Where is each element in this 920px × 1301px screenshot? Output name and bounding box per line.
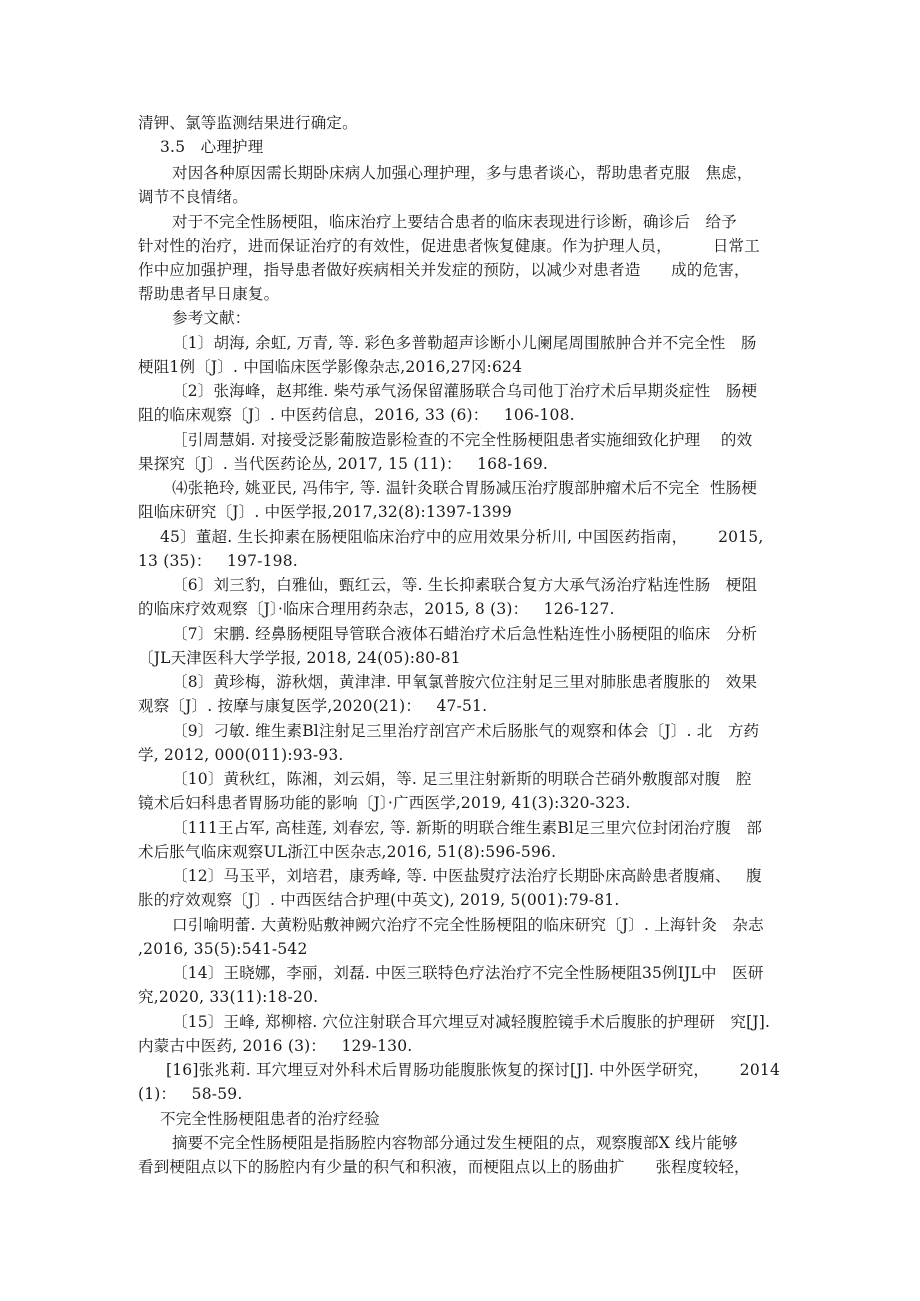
abstract-line: 看到梗阻点以下的肠腔内有少量的积气和积液，而梗阻点以上的肠曲扩 张程度较轻， [138, 1158, 750, 1176]
reference-line: 阻的临床观察〔J〕. 中医药信息，2016, 33 (6)： 106-108. [138, 406, 575, 424]
text-line: 帮助患者早日康复。 [138, 285, 280, 303]
reference-line: 13 (35)： 197-198. [138, 552, 298, 570]
reference-line: 学, 2012, 000(011):93-93. [138, 746, 344, 764]
reference-line: 术后胀气临床观察UL浙江中医杂志,2016, 51(8):596-596. [138, 843, 557, 861]
text-line: 针对性的治疗，进而保证治疗的有效性，促进患者恢复健康。作为护理人员， 日常工 [138, 237, 760, 255]
reference-line: 观察〔J〕. 按摩与康复医学,2020(21)： 47-51. [138, 697, 488, 715]
reference-line: 〔6〕刘三豹，白雅仙，甄红云，等. 生长抑素联合复方大承气汤治疗粘连性肠 梗阻 [172, 576, 758, 594]
reference-line: 〔9〕刁敏. 维生素Bl注射足三里治疗剖宫产术后肠胀气的观察和体会〔J〕. 北 方药 [172, 722, 760, 740]
reference-line: 梗阻1例〔J〕. 中国临床医学影像杂志,2016,27冈:624 [138, 358, 523, 376]
text-line: 对因各种原因需长期卧床病人加强心理护理，多与患者谈心，帮助患者克服 焦虑， [172, 164, 753, 182]
reference-line: 〔10〕黄秋红，陈湘，刘云娟，等. 足三里注射新斯的明联合芒硝外敷腹部对腹 腔 [172, 770, 752, 788]
reference-line: 果探究〔J〕. 当代医药论丛, 2017, 15 (11)： 168-169. [138, 455, 549, 473]
reference-line: 镜术后妇科患者胃肠功能的影响〔J〕·广西医学,2019, 41(3):320-323. [138, 794, 631, 812]
reference-line: ［引周慧娟. 对接受泛影葡胺造影检查的不完全性肠梗阻患者实施细致化护理 的效 [172, 431, 753, 449]
reference-line: 〔14〕王晓娜，李丽，刘磊. 中医三联特色疗法治疗不完全性肠梗阻35例IJL中 医研 [172, 964, 764, 982]
text-line: 调节不良情绪。 [138, 188, 248, 206]
reference-line: 的临床疗效观察〔J〕·临床合理用药杂志，2015, 8 (3)： 126-127. [138, 600, 615, 618]
reference-line: 胀的疗效观察〔J〕. 中西医结合护理(中英文), 2019, 5(001):79-81. [138, 891, 620, 909]
reference-line: 〔111王占军, 高桂莲, 刘春宏, 等. 新斯的明联合维生素Bl足三里穴位封闭治疗腹 部 [172, 819, 763, 837]
text-line: 对于不完全性肠梗阻，临床治疗上要结合患者的临床表现进行诊断，确诊后 给予 [172, 213, 737, 231]
section-heading: 3.5 心理护理 [160, 138, 264, 156]
text-line: 作中应加强护理，指导患者做好疾病相关并发症的预防，以减少对患者造 成的危害， [138, 261, 750, 279]
reference-line: 〔7〕宋鹏. 经鼻肠梗阻导管联合液体石蜡治疗术后急性粘连性小肠梗阻的临床 分析 [172, 625, 758, 643]
abstract-line: 摘要不完全性肠梗阻是指肠腔内容物部分通过发生梗阻的点，观察腹部X 线片能够 [172, 1134, 738, 1152]
reference-line: 〔12〕马玉平，刘培君，康秀峰, 等. 中医盐熨疗法治疗长期卧床高龄患者腹痛、 腹 [172, 867, 762, 885]
reference-line: [16]张兆莉. 耳穴埋豆对外科术后胃肠功能腹胀恢复的探讨[J]. 中外医学研究， 2014 [166, 1061, 781, 1079]
reference-line: (1)： 58-59. [138, 1085, 243, 1103]
reference-line: ,2016, 35(5):541-542 [138, 940, 308, 958]
reference-line: 45〕董超. 生长抑素在肠梗阻临床治疗中的应用效果分析川, 中国医药指南， 2015, [160, 528, 764, 546]
reference-line: 〔1〕胡海, 余虹, 万青, 等. 彩色多普勒超声诊断小儿阑尾周围脓肿合并不完全性 肠 [172, 334, 757, 352]
text-line: 清钾、氯等监测结果进行确定。 [138, 114, 358, 132]
reference-line: 口引喻明蕾. 大黄粉贴敷神阙穴治疗不完全性肠梗阻的临床研究〔J〕. 上海针灸 杂志 [172, 916, 764, 934]
reference-line: 内蒙古中医药, 2016 (3)： 129-130. [138, 1037, 413, 1055]
reference-line: 阻临床研究〔J〕. 中医学报,2017,32(8):1397-1399 [138, 503, 512, 521]
reference-line: 究,2020, 33(11):18-20. [138, 988, 319, 1006]
reference-line: 〔15〕王峰, 郑柳榕. 穴位注射联合耳穴埋豆对减轻腹腔镜手术后腹胀的护理研 究[J]. [172, 1013, 771, 1031]
reference-line: ⑷张艳玲, 姚亚民, 冯伟宇, 等. 温针灸联合胃肠减压治疗腹部肿瘤术后不完全 性肠梗 [172, 479, 758, 497]
reference-line: 〔JL天津医科大学学报, 2018, 24(05):80-81 [138, 649, 461, 667]
reference-line: 〔2〕张海峰，赵邦维. 柴芍承气汤保留灌肠联合乌司他丁治疗术后早期炎症性 肠梗 [172, 382, 758, 400]
article-title: 不完全性肠梗阻患者的治疗经验 [160, 1110, 380, 1128]
reference-line: 〔8〕黄珍梅，游秋烟，黄津津. 甲氧氯普胺穴位注射足三里对肺胀患者腹胀的 效果 [172, 673, 758, 691]
references-heading: 参考文献： [172, 309, 251, 327]
